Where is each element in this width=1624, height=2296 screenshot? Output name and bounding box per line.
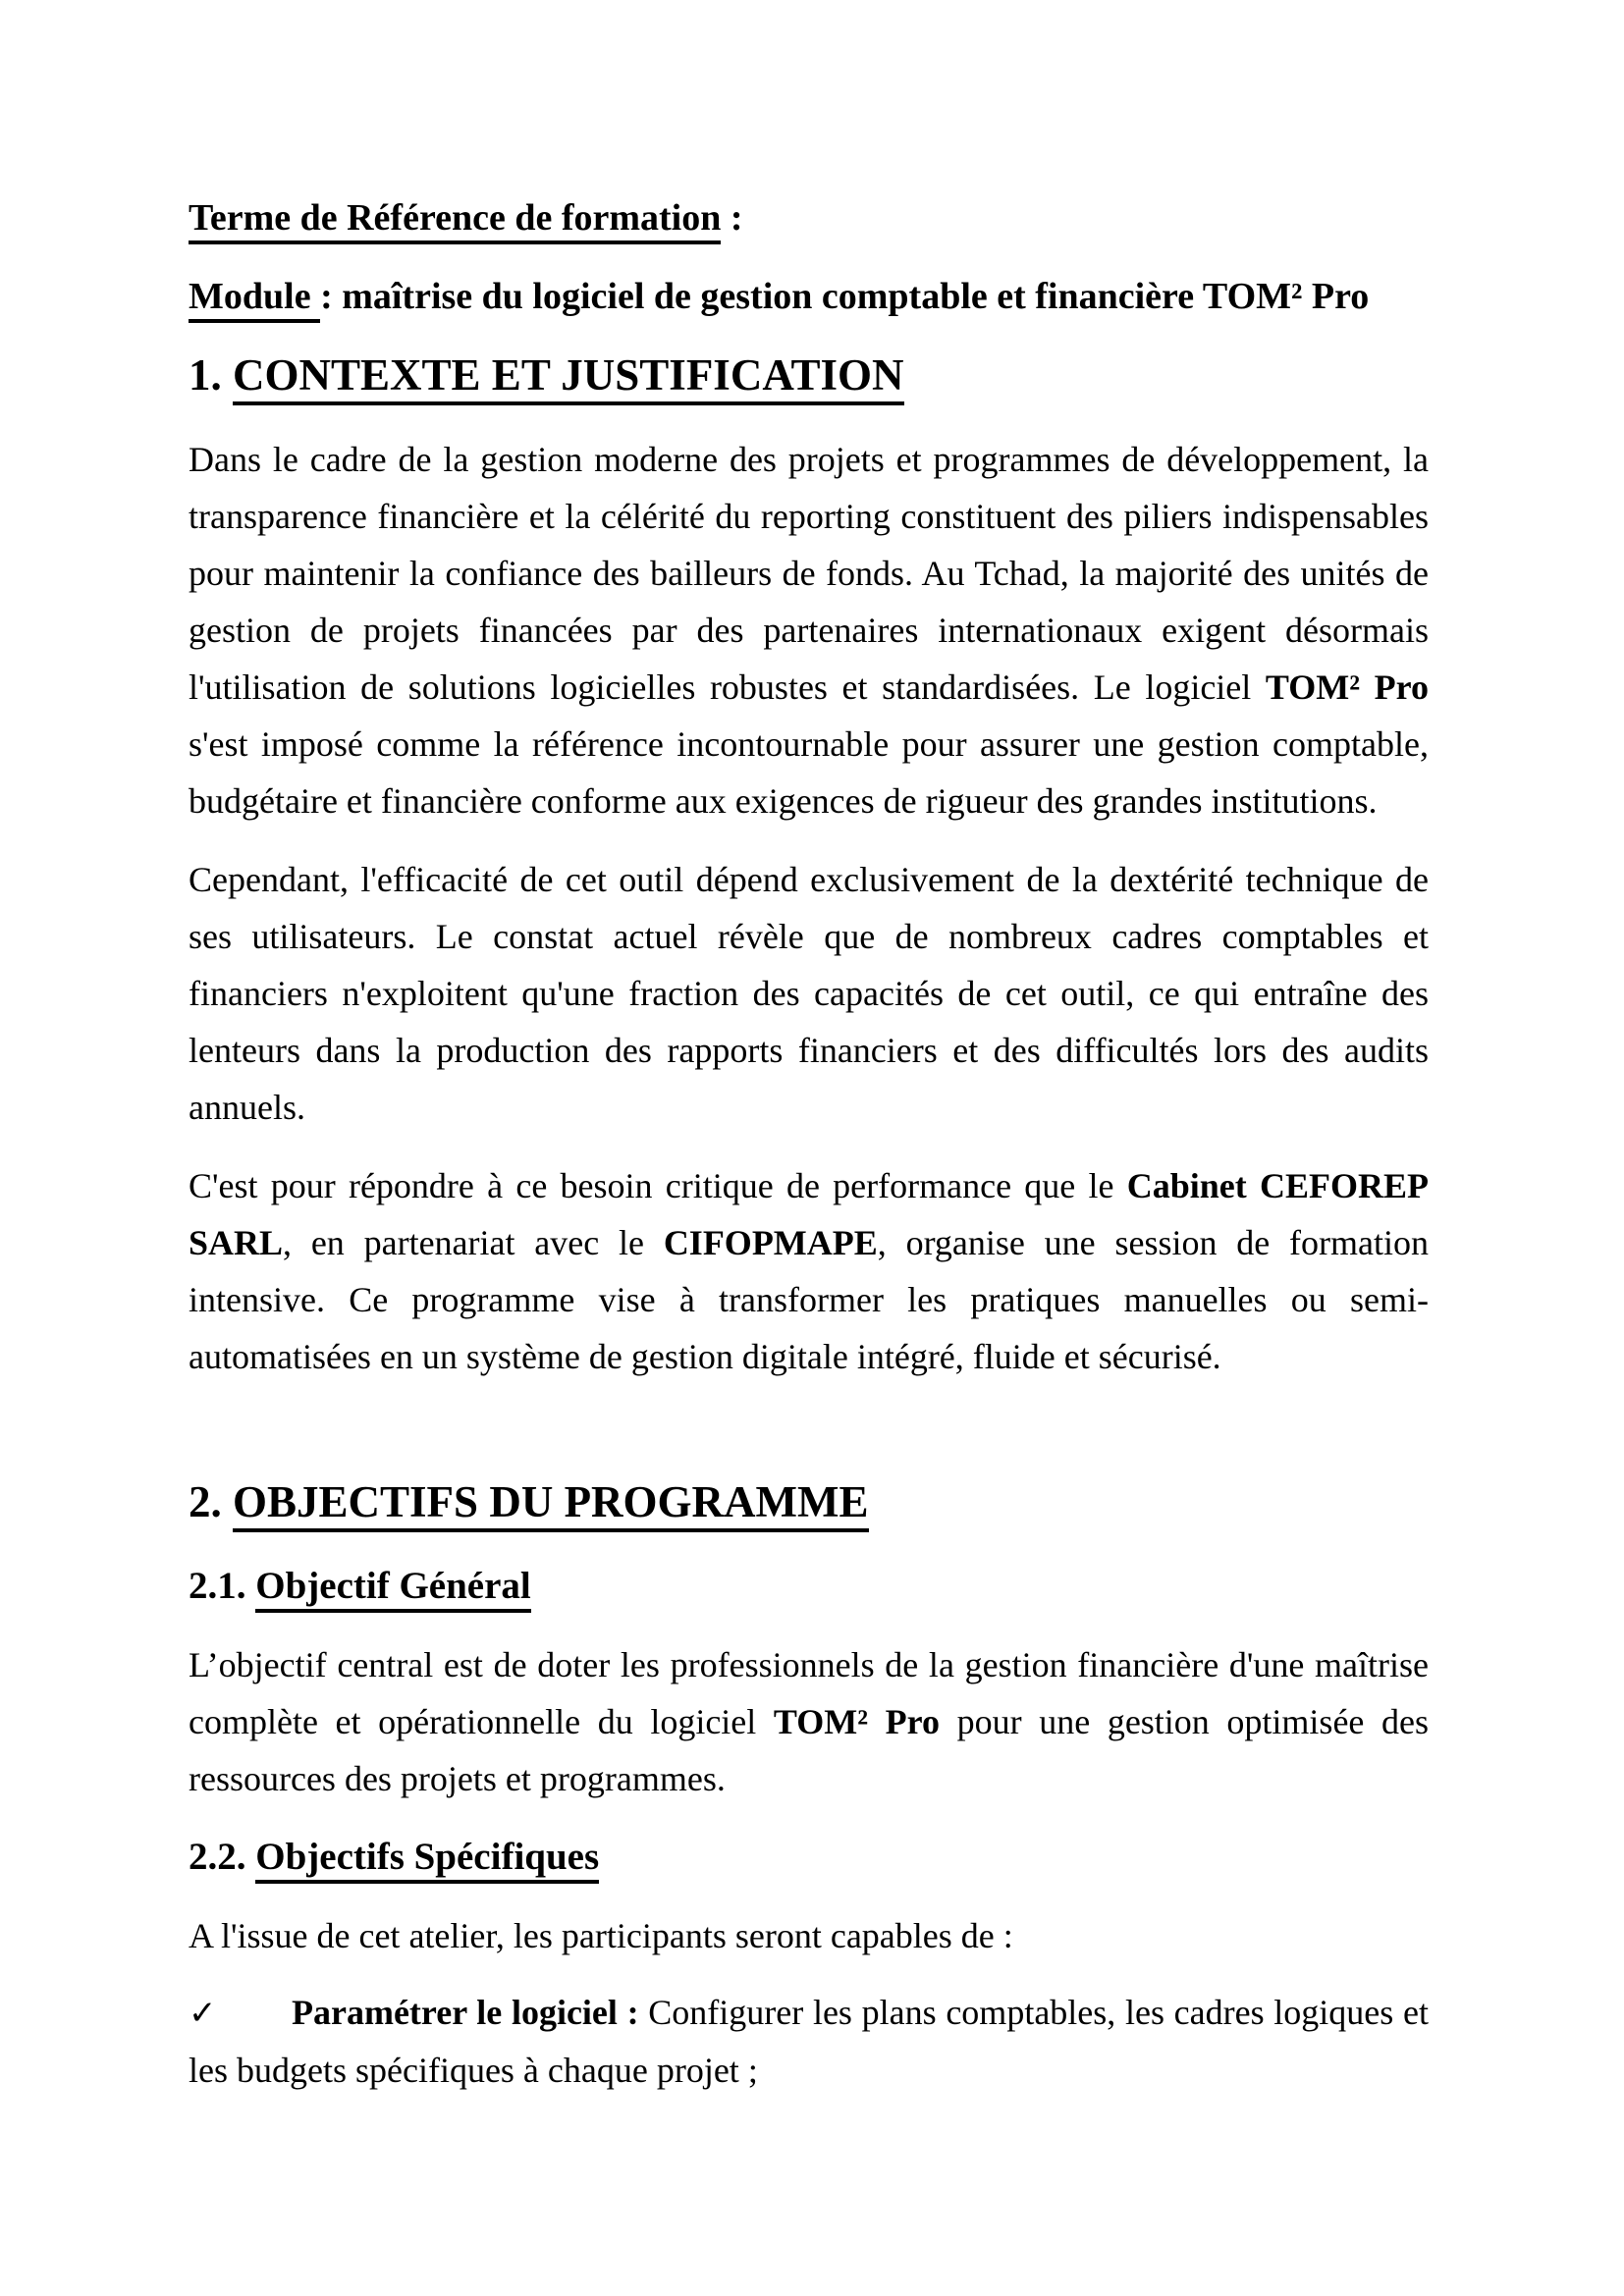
- paragraph-objectif-general-run: L’objectif central est de doter les professionnels de la gestion financière d'une maîtrise complète et opérationnelle du logiciel: [189, 1645, 1429, 1741]
- section-1-number: 1.: [189, 350, 233, 400]
- paragraph-objectif-general-run: pour une gestion optimisée des ressources des projets et programmes.: [189, 1702, 1430, 1798]
- tom2pro-bold: TOM² Pro: [773, 1702, 940, 1741]
- bullet-parametrer: [189, 1984, 1429, 2099]
- paragraph-objectif-general: [189, 1636, 1429, 1807]
- module-text: : maîtrise du logiciel de gestion comptable et financière TOM² Pro: [320, 276, 1370, 317]
- section-2-2-number: 2.2.: [189, 1836, 256, 1878]
- paragraph-contexte-2: Cependant, l'efficacité de cet outil dépend exclusivement de la dextérité technique de ses utilisateurs. Le constat actuel révèle que de nombreux cadres comptables et financiers n'exploitent qu'une fraction des capacités de cet outil, ce qui entraîne des lenteurs dans la production des rapports financiers et des difficultés lors des audits annuels.: [189, 860, 1429, 1127]
- section-2-heading: [189, 1473, 1429, 1530]
- section-2-heading-text: OBJECTIFS DU PROGRAMME: [233, 1477, 869, 1532]
- section-1-heading-text: CONTEXTE ET JUSTIFICATION: [233, 350, 904, 405]
- section-1-heading: [189, 347, 1429, 403]
- cifopmape-bold: CIFOPMAPE: [663, 1223, 878, 1262]
- bullet-parametrer-label: Paramétrer le logiciel :: [292, 1993, 639, 2032]
- cabinet-ceforep-bold: Cabinet CEFOREP SARL: [189, 1166, 1430, 1262]
- paragraph-contexte-3-run: , organise une session de formation intensive. Ce programme vise à transformer les pratiques manuelles ou semi-automatisées en un système de gestion digitale intégré, fluide et sécurisé.: [189, 1223, 1429, 1376]
- tom2pro-bold: TOM² Pro: [1265, 667, 1429, 707]
- paragraph-contexte-1-run: Dans le cadre de la gestion moderne des projets et programmes de développement, la transparence financière et la célérité du reporting constituent des piliers indispensables pour maintenir la confiance des bailleurs de fonds. Au Tchad, la majorité des unités de gestion de projets financées par des partenaires internationaux exigent désormais l'utilisation de solutions logicielles robustes et standardisées. Le logiciel: [189, 440, 1429, 707]
- paragraph-contexte-1-run: s'est imposé comme la référence incontournable pour assurer une gestion comptable, budgétaire et financière conforme aux exigences de rigueur des grandes institutions.: [189, 724, 1429, 821]
- checkmark-icon: ✓: [189, 1994, 217, 2033]
- paragraph-contexte-3-run: , en partenariat avec le: [283, 1223, 664, 1262]
- section-2-number: 2.: [189, 1477, 233, 1526]
- paragraph-intro-objectifs: A l'issue de cet atelier, les participants seront capables de :: [189, 1916, 1013, 1955]
- bullet-parametrer-text: Configurer les plans comptables, les cadres logiques et les budgets spécifiques à chaque projet ;: [189, 1993, 1429, 2090]
- section-2-2-heading-text: Objectifs Spécifiques: [255, 1836, 599, 1884]
- section-2-1-number: 2.1.: [189, 1565, 256, 1607]
- section-2-1-heading: [189, 1558, 1429, 1615]
- doc-title-text: Terme de Référence de formation: [189, 197, 721, 244]
- section-2-2-heading: [189, 1829, 1429, 1886]
- module-label: Module: [189, 276, 320, 323]
- doc-title: [189, 189, 1429, 246]
- section-2-1-heading-text: Objectif Général: [255, 1565, 530, 1613]
- doc-title-colon: :: [721, 197, 743, 239]
- paragraph-contexte-3-run: C'est pour répondre à ce besoin critique de performance que le: [189, 1166, 1127, 1205]
- paragraph-contexte-1: [189, 431, 1429, 829]
- module-line: [189, 268, 1429, 325]
- paragraph-contexte-3: [189, 1157, 1429, 1385]
